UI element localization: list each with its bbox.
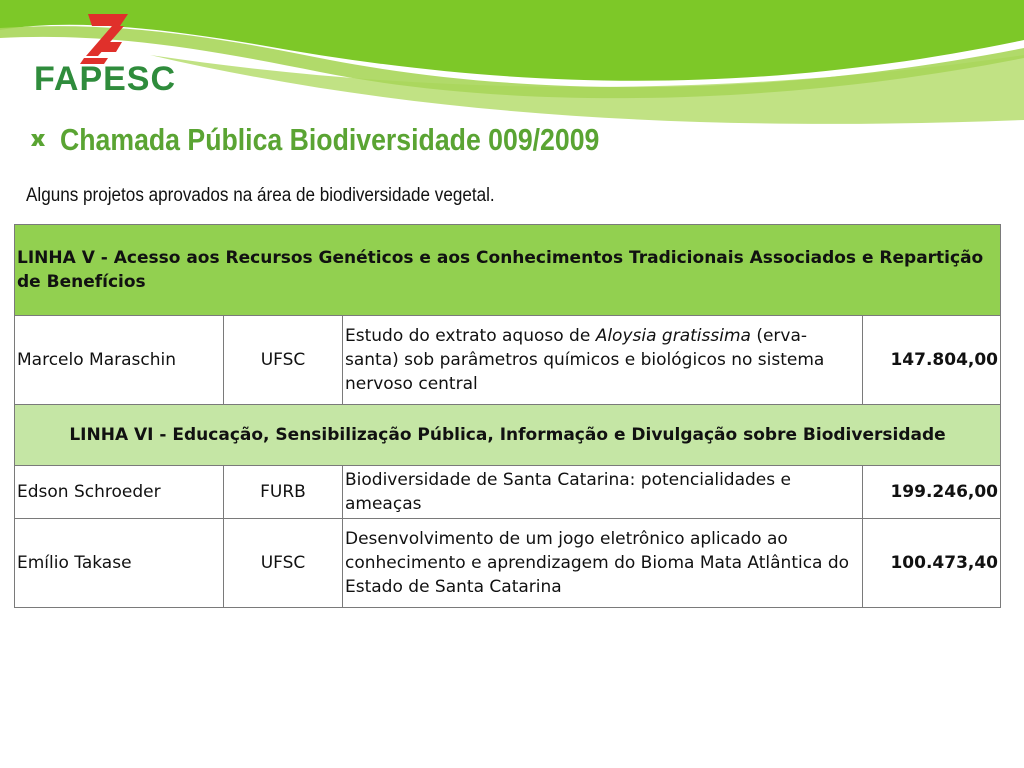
table-row-linha-vi <box>15 405 1001 466</box>
table-row <box>15 316 1001 405</box>
project-title <box>343 316 863 405</box>
project-title-part: (erva-santa) sob parâmetros químicos e biológicos no sistema nervoso central <box>345 326 825 394</box>
project-title: Biodiversidade de Santa Catarina: potencialidades e ameaças <box>343 466 863 519</box>
linha-v-header: LINHA V - Acesso aos Recursos Genéticos e aos Conhecimentos Tradicionais Associados e Repartição de Benefícios <box>15 225 1001 316</box>
page-subtitle: Alguns projetos aprovados na área de biodiversidade vegetal. <box>26 185 495 206</box>
table-row <box>15 466 1001 519</box>
researcher-name: Edson Schroeder <box>15 466 224 519</box>
x-bullet-icon <box>28 130 48 150</box>
species-name: Aloysia gratissima <box>595 326 751 346</box>
logo-text: FAPESC <box>34 60 177 98</box>
table-row <box>15 519 1001 608</box>
researcher-name: Emílio Takase <box>15 519 224 608</box>
funding-value: 199.246,00 <box>863 466 1001 519</box>
researcher-name: Marcelo Maraschin <box>15 316 224 405</box>
institution: UFSC <box>224 316 343 405</box>
table-row-linha-v <box>15 225 1001 316</box>
funding-value: 147.804,00 <box>863 316 1001 405</box>
linha-vi-header: LINHA VI - Educação, Sensibilização Pública, Informação e Divulgação sobre Biodiversidade <box>15 405 1001 466</box>
funding-value: 100.473,40 <box>863 519 1001 608</box>
fapesc-logo-icon <box>78 12 134 66</box>
project-title-part: Estudo do extrato aquoso de <box>345 326 596 346</box>
institution: UFSC <box>224 519 343 608</box>
projects-table <box>14 224 1001 608</box>
institution: FURB <box>224 466 343 519</box>
title-row <box>28 122 687 158</box>
project-title: Desenvolvimento de um jogo eletrônico aplicado ao conhecimento e aprendizagem do Bioma Mata Atlântica do Estado de Santa Catarina <box>343 519 863 608</box>
page-title: Chamada Pública Biodiversidade 009/2009 <box>60 122 600 157</box>
